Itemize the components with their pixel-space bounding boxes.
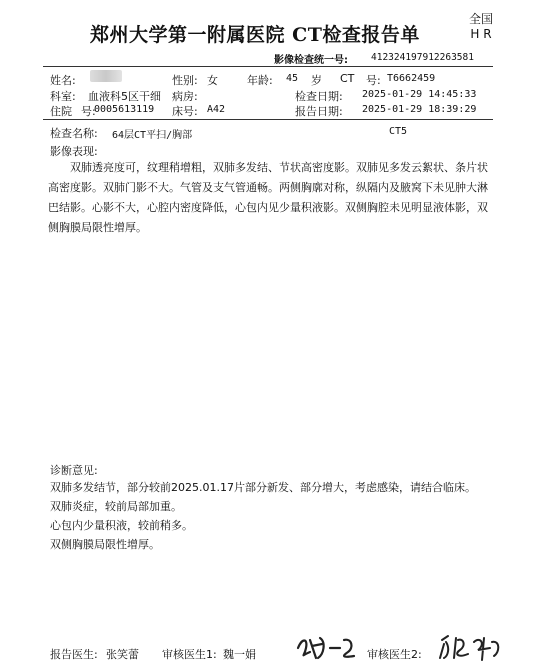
sex-label: 性别: [172, 74, 198, 87]
dept-label: 科室: [50, 90, 76, 103]
findings-label: 影像表现: [50, 145, 98, 158]
exam-code: CT5 [389, 126, 408, 137]
bed-value: A42 [207, 104, 226, 115]
exam-date-value: 2025-01-29 14:45:33 [362, 89, 477, 100]
reporter-label: 报告医生: [50, 648, 98, 661]
diagnosis-line-4: 双侧胸膜局限性增厚。 [50, 538, 160, 551]
bed-label: 床号: [172, 105, 198, 118]
exam-name-label: 检查名称: [50, 127, 98, 140]
reviewer1-label: 审核医生1: [162, 648, 217, 661]
exam-date-label: 检查日期: [295, 90, 343, 103]
ct-no-label: 号: [366, 74, 381, 87]
system-id-label: 影像检查统一号: [274, 55, 348, 66]
ward-label: 病房: [172, 90, 198, 103]
sex-value: 女 [207, 74, 218, 87]
reviewer2-signature [438, 632, 504, 667]
signature-1-icon [296, 634, 358, 662]
report-date-label: 报告日期: [295, 105, 343, 118]
findings-text: 双肺透亮度可，纹理稍增粗，双肺多发结、节状高密度影。双肺见多发云絮状、条片状高密度影。双肺门影不大。气管及支气管通畅。两侧胸廓对称，纵隔内及腋窝下未见肿大淋巴结影。心影不大，心腔内密度降低，心包内见少量积液影。双侧胸腔未见明显液体影，双侧胸膜局限性增厚。 [48, 161, 488, 234]
reviewer2-label: 审核医生2: [367, 648, 422, 661]
inpatient-no-label: 号: [81, 105, 96, 118]
signature-2-icon [438, 632, 504, 662]
name-label: 姓名: [50, 74, 76, 87]
age-label: 年龄: [247, 74, 273, 87]
report-date-value: 2025-01-29 18:39:29 [362, 104, 477, 115]
age-unit: 岁 [311, 74, 322, 87]
ct-label: CT [340, 72, 355, 85]
inpatient-no-value: 0005613119 [94, 104, 155, 115]
diagnosis-line-2: 双肺炎症，较前局部加重。 [50, 500, 182, 513]
reporter-value: 张笑蕾 [106, 648, 139, 661]
dept-value: 血液科5区干细 [88, 90, 161, 103]
corner-mark [469, 12, 493, 42]
corner-line-1: 全国 [469, 12, 494, 26]
reviewer1-signature [296, 634, 358, 667]
diagnosis-line-1: 双肺多发结节，部分较前2025.01.17片部分新发、部分增大，考虑感染，请结合临床。 [50, 481, 476, 494]
patient-divider [43, 119, 493, 120]
ct-no-value: T6662459 [387, 73, 436, 84]
corner-line-2: H R [470, 27, 492, 41]
name-redacted [90, 70, 122, 82]
diagnosis-line-3: 心包内少量积液，较前稍多。 [50, 519, 193, 532]
system-id-value: 412324197912263581 [371, 52, 474, 63]
inpatient-label: 住院 [50, 105, 72, 118]
header-divider [43, 66, 493, 67]
age-value: 45 [286, 73, 299, 84]
reviewer1-value: 魏一娟 [223, 648, 256, 661]
diagnosis-label: 诊断意见: [50, 464, 98, 477]
exam-name-value: 64层CT平扫/胸部 [112, 130, 193, 141]
report-title: 郑州大学第一附属医院 CT检查报告单 [90, 24, 420, 46]
